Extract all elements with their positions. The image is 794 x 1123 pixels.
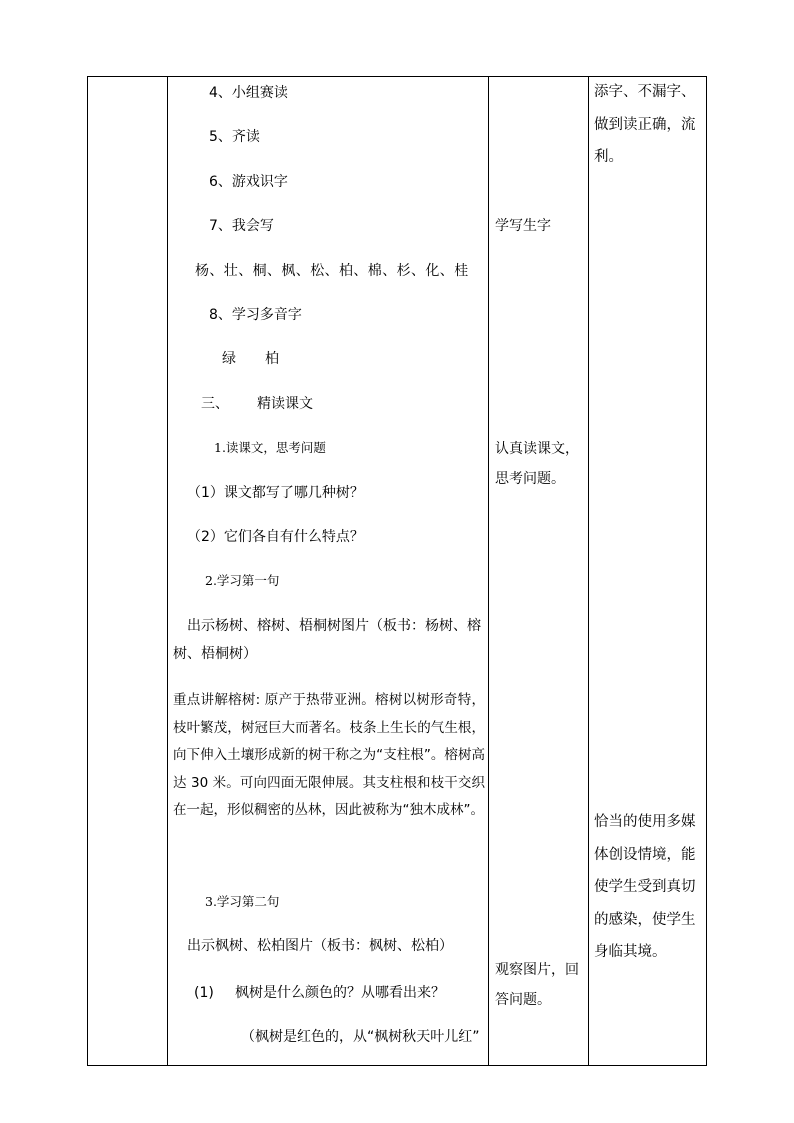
step-polyphonic: 8、学习多音字 (209, 307, 302, 323)
intent-reading: 添字、不漏字、做到读正确，流利。 (594, 84, 696, 165)
section-number: 三、 (201, 396, 229, 412)
question-maple: 枫树是什么颜色的？从哪看出来？ (235, 985, 445, 1001)
banyan-explanation: 重点讲解榕树: 原产于热带亚洲。榕树以树形奇特，枝叶繁茂，树冠巨大而著名。枝条上生长的气生根，向下伸入土壤形成新的树干称之为“支柱根”。榕树高达 30 米。可向四面无限伸展。其支柱根和枝干交织在一起，形似稠密的丛林，因此被称为“独木成林”。 (173, 692, 485, 818)
step-read-together: 5、齐读 (209, 129, 260, 145)
table-bottom-border (87, 1065, 707, 1066)
show-pictures-2: 出示枫树、松柏图片（板书：枫树、松柏） (187, 938, 453, 954)
table-col-border-3 (488, 76, 489, 1066)
polyphonic-char-2: 柏 (265, 351, 279, 367)
question-1: （1）课文都写了哪几种树？ (187, 485, 364, 501)
polyphonic-char-1: 绿 (222, 351, 236, 367)
answer-maple: （枫树是红色的，从“枫树秋天叶儿红” (241, 1029, 480, 1045)
intent-multimedia: 恰当的使用多媒体创设情境，能使学生受到真切的感染，使学生身临其境。 (594, 814, 696, 960)
table-col-border-2 (167, 76, 168, 1066)
show-pictures-1: 出示杨树、榕树、梧桐树图片（板书：杨树、榕树、梧桐树） (173, 618, 481, 662)
student-activity-write: 学写生字 (495, 218, 551, 234)
task-read-text: 1.读课文，思考问题 (214, 440, 326, 455)
task-second-sentence: 3.学习第二句 (205, 894, 280, 909)
characters-list: 杨、壮、桐、枫、松、柏、棉、杉、化、桂 (195, 263, 469, 279)
question-2: （2）它们各自有什么特点？ (187, 529, 364, 545)
table-col-border-1 (87, 76, 88, 1066)
section-title: 精读课文 (257, 396, 313, 412)
step-game-literacy: 6、游戏识字 (209, 174, 288, 190)
table-col-border-4 (588, 76, 589, 1066)
table-col-border-5 (706, 76, 707, 1066)
student-activity-read: 认真读课文，思考问题。 (495, 441, 579, 487)
step-group-reading: 4、小组赛读 (209, 85, 288, 101)
task-first-sentence: 2.学习第一句 (205, 573, 280, 588)
student-activity-observe: 观察图片，回答问题。 (495, 962, 579, 1008)
question-maple-number: (1) (194, 985, 214, 1001)
step-i-can-write: 7、我会写 (209, 218, 274, 234)
